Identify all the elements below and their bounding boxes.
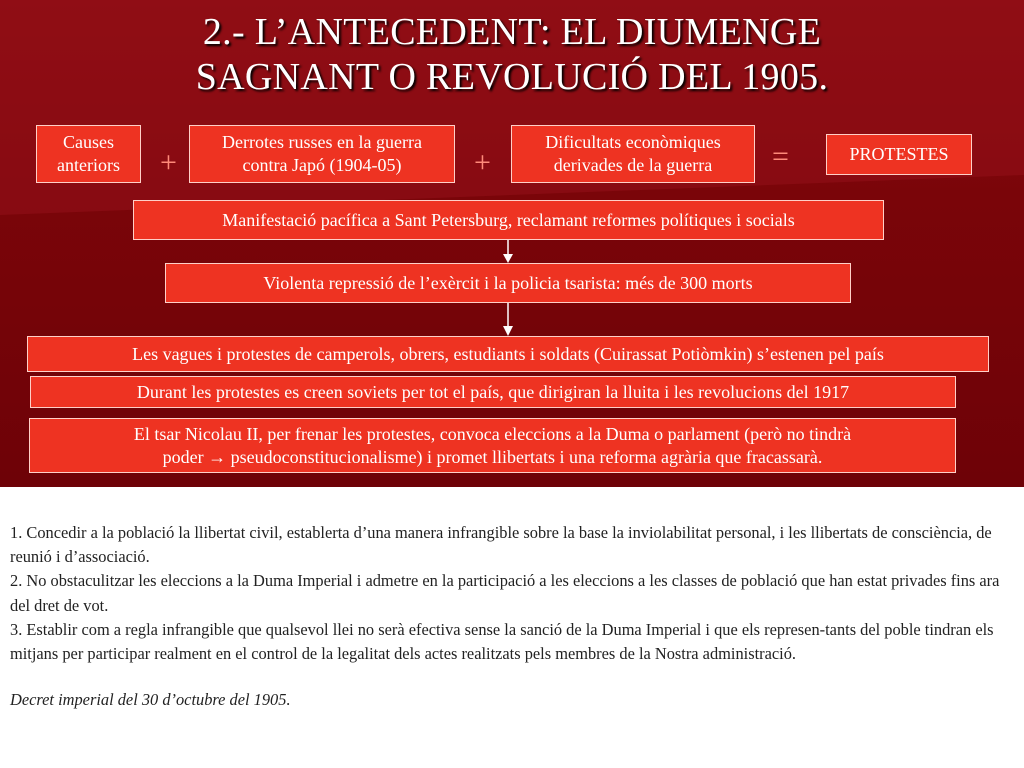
decree-item-2: 2. No obstaculitzar les eleccions a la Duma Imperial i admetre en la participació a les eleccions a les classes de població que han estat privades fins ara del dret de vot. xyxy=(10,571,1000,615)
duma-line-1: El tsar Nicolau II, per frenar les protestes, convoca eleccions a la Duma o parlament (però no tindrà xyxy=(133,423,852,444)
title-line-2: SAGNANT O REVOLUCIÓ DEL 1905. xyxy=(195,56,829,98)
arrow-repression-to-strikes xyxy=(503,303,513,336)
soviets-box: Durant les protestes es creen soviets per tot el país, que dirigiran la lluita i les revolucions del 1917 xyxy=(30,376,956,408)
decree-item-1: 1. Concedir a la població la llibertat civil, establerta d’una manera infrangible sobre la base la inviolabilitat personal, i les llibertats de consciència, de reunió i d’associació. xyxy=(10,523,992,567)
causes-line-2: anteriors xyxy=(57,155,120,175)
strikes-box: Les vagues i protestes de camperols, obrers, estudiants i soldats (Cuirassat Potiòmkin) s’estenen pel país xyxy=(27,336,989,372)
russian-defeats-line-2: contra Japó (1904-05) xyxy=(242,155,402,175)
repression-box: Violenta repressió de l’exèrcit i la policia tsarista: més de 300 morts xyxy=(165,263,851,303)
title-line-1: 2.- L’ANTECEDENT: EL DIUMENGE xyxy=(202,11,822,53)
plus-operator-2: + xyxy=(474,146,491,179)
plus-operator-1: + xyxy=(160,146,177,179)
economic-difficulties-line-2: derivades de la guerra xyxy=(553,155,713,175)
protests-box: PROTESTES xyxy=(826,134,972,175)
arrow-demonstration-to-repression xyxy=(503,240,513,263)
peaceful-demonstration-box: Manifestació pacífica a Sant Petersburg, reclamant reformes polítiques i socials xyxy=(133,200,884,240)
duma-line-2: poder → pseudoconstitucionalisme) i promet llibertats i una reforma agrària que fracassarà. xyxy=(162,446,823,467)
equals-operator: = xyxy=(772,140,789,173)
decree-source: Decret imperial del 30 d’octubre del 1905. xyxy=(10,690,291,710)
decree-notes xyxy=(10,521,1010,712)
economic-difficulties-line-1: Dificultats econòmiques xyxy=(545,132,721,152)
decree-item-3: 3. Establir com a regla infrangible que qualsevol llei no serà efectiva sense la sanció de la Duma Imperial i que els represen-tants del poble tindran els mitjans per participar realment en el control de la legalitat dels actes realitzats pels membres de la Nostra administració. xyxy=(10,619,994,664)
causes-line-1: Causes xyxy=(63,132,114,152)
russian-defeats-line-1: Derrotes russes en la guerra xyxy=(222,132,422,152)
